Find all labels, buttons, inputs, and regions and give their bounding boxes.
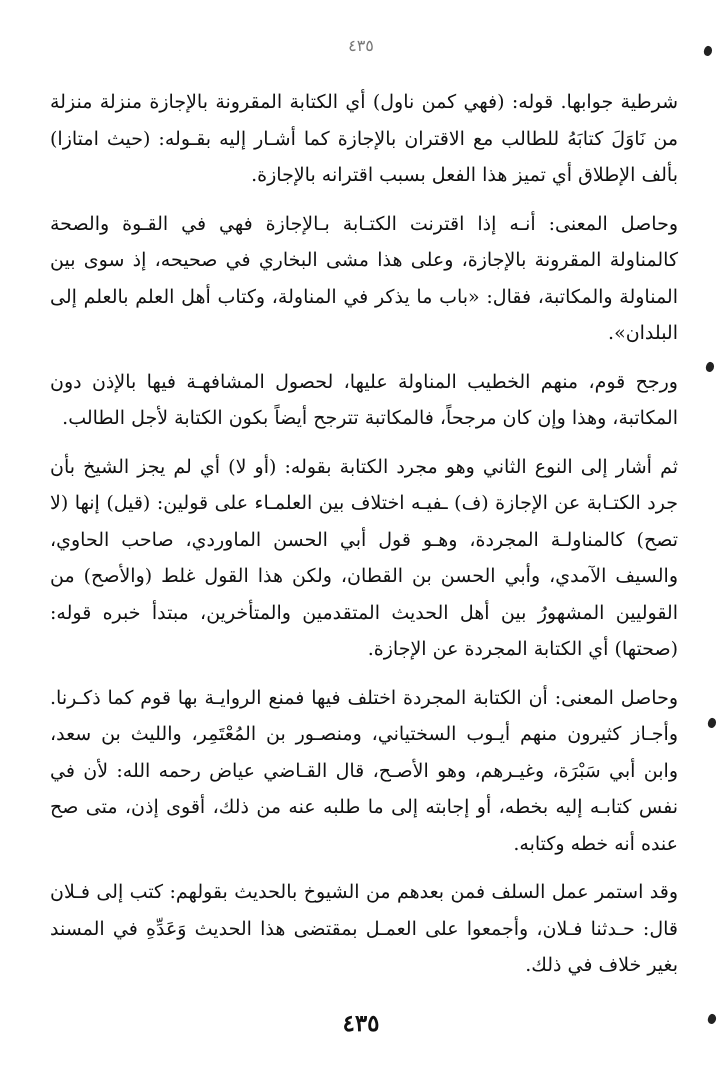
paragraph-1: شرطية جوابها. قوله: (فهي كمن ناول) أي الكتابة المقرونة بالإجازة منزلة منزلة من نَاوَلَ كتابَهُ للطالب مع الاقتران بالإجازة كما أشـار إليه بقـوله: (حيث امتازا) بألف الإطلاق أي تميز هذا الفعل بسبب اقترانه بالإجازة.	[50, 91, 678, 186]
page-body	[50, 84, 678, 984]
paragraph-6: وقد استمر عمل السلف فمن بعدهم من الشيوخ بالحديث بقولهم: كتب إلى فـلان قال: حـدثنا فـلان، وأجمعوا على العمـل بمقتضى هذا الحديث وَعَدِّهِ في المسند بغير خلاف في ذلك.	[50, 881, 678, 976]
paragraph-4: ثم أشار إلى النوع الثاني وهو مجرد الكتابة بقوله: (أو لا) أي لم يجز الشيخ بأن جرد الكتـابة عن الإجازة (ف) ـفيـه اختلاف بين العلمـاء على قولين: (قيل) إنها (لا تصح) كالمناولـة المجردة، وهـو قول أبي الحسن الماوردي، صاحب الحاوي، والسيف الآمدي، وأبي الحسن بن القطان، ولكن هذا القول غلط (والأصح) من القوليين المشهورُ بين أهل الحديث المتقدمين والمتأخرين، مبتدأ خبره قوله: (صحتها) أي الكتابة المجردة عن الإجازة.	[50, 455, 678, 660]
scan-mark	[705, 361, 716, 373]
paragraph-5: وحاصل المعنى: أن الكتابة المجردة اختلف فيها فمنع الروايـة بها قوم كما ذكـرنا. وأجـاز كثيرون منهم أيـوب السختياني، ومنصـور بن المُعْتَمِر، والليث بن سعد، وابن أبي سَبْرَة، وغيـرهم، وهو الأصـح، قال القـاضي عياض رحمه الله: لأن في نفس كتابـه إليه بخطه، أو إجابته إلى ما طلبه عنه من ذلك، أقوى إذن، متى صح عنده أنه خطه وكتابه.	[50, 686, 678, 855]
paragraph-2: وحاصل المعنى: أنـه إذا اقترنت الكتـابة بـالإجازة فهي في القـوة والصحة كالمناولة المقرونة بالإجازة، وعلى هذا مشى البخاري في صحيحه، إذ سوى بين المناولة والمكاتبة، فقال: «باب ما يذكر في المناولة، وكتاب أهل العلم بالعلم إلى البلدان».	[50, 212, 678, 344]
paragraph-3: ورجح قوم، منهم الخطيب المناولة عليها، لحصول المشافهـة فيها بالإذن دون المكاتبة، وهذا وإن كان مرجحاً، فالمكاتبة تترجح أيضاً بكون الكتابة لأجل الطالب.	[50, 370, 678, 429]
scan-mark	[707, 717, 718, 729]
top-page-number: ٤٣٥	[348, 36, 374, 55]
page-number: ٤٣٥	[342, 1010, 380, 1037]
